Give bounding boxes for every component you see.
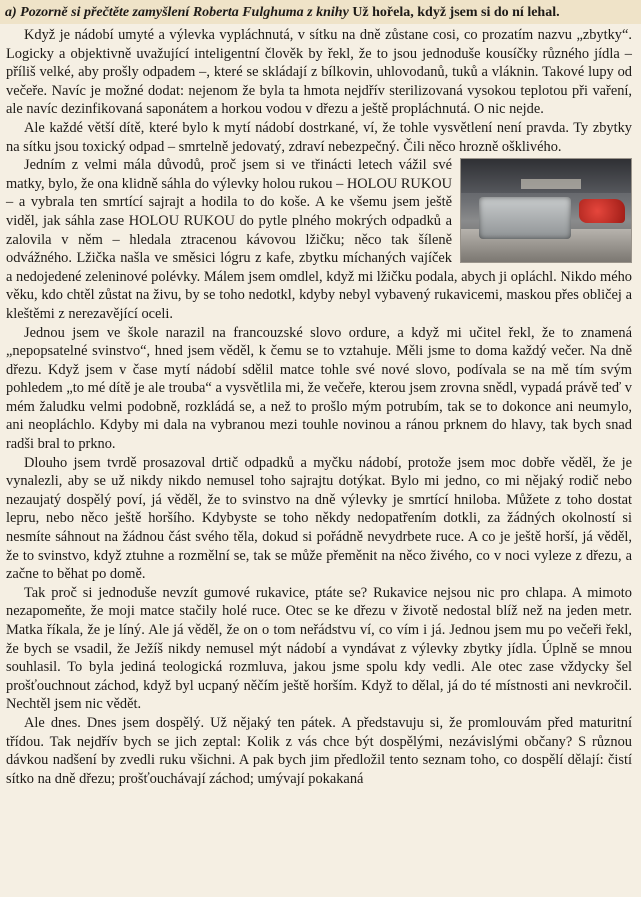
kitchen-sink-photo	[460, 158, 632, 263]
photo-red-object	[579, 199, 625, 223]
paragraph-6: Tak proč si jednoduše nevzít gumové rukavice, ptáte se? Rukavice nejsou nic pro chlapa. A mimoto nezapomeňte, že moji matce stačily holé ruce. Otec se ke dřezu v životě nedostal blíž než na jeden metr. Matka říkala, že je líný. Ale já věděl, že on o tom neřádstvu ví, co vím i já. Jednou jsem mu po večeři řekl, že bych se vsadil, že Ježíš nikdy nemusel mýt nádobí a vyndávat z výlevky zbytky jídla. Úplně se mnou souhlasil. To byla jediná teologická rozmluva, jakou jsme spolu kdy vedli. Ale otec zase vždycky šel prošťouchnout záchod, když byl ucpaný něčím ještě horším. Když to dělal, já do té místnosti ani nevkročil. Nechtěl jsem nic vědět.	[6, 584, 632, 713]
paragraph-1: Když je nádobí umyté a výlevka vypláchnutá, v sítku na dně zůstane cosi, co prozatím nazvu „zbytky“. Logicky a objektivně uvažující inteligentní člověk by řekl, že to jsou jednoduše kousíčky různého jídla – příliš velké, aby prošly odpadem –, které se skládají z bílkovin, uhlovodanů, tuků a vláknin. Takové lupy od večeře. Navíc je možné dodat: nejenom že byla ta hmota nejdřív sterilizovaná vysokou teplotou při vaření, ale navíc dezinfikovaná saponátem a horkou vodou v dřezu a ještě propláchnutá. O nic nejde.	[6, 27, 632, 118]
paragraph-7: Ale dnes. Dnes jsem dospělý. Už nějaký ten pátek. A představuju si, že promlouvám před maturitní třídou. Tak nejdřív bych se jich zeptal: Kolik z vás chce být dospělými, nezávislými občany? S různou dávkou nadšení by zvedli ruku všichni. A pak bych jim předložil tento seznam toho, co dospělí dělají: čistí sítko na dně dřezu; prošťouchávají záchod; umývají pokakaná	[6, 714, 632, 787]
paragraph-3: Jedním z velmi mála důvodů, proč jsem si ve třinácti letech vážil své matky, bylo, že ona klidně sáhla do výlevky holou rukou – HOLOU RUKOU – a vybrala ten smrtící sajrajt a hodila to do koše. A ke všemu jsem ještě viděl, jak sáhla zase HOLOU RUKOU do pytle plného mokrých odpadků a zalovila v něm – hledala ztracenou kávovou lžičku; něco tak šíleně odvážného. Lžička našla ve směsici lógru z kafe, zbytku míchaných vajíček a nedojedené zeleninové polévky. Málem jsem omdlel, když mi lžičku podala, abych ji opláchl. Nikdo mého věku, kdo chtěl zůstat na živu, by se toho nedotkl, kdyby nebyl vybavený rukavicemi, maskou přes obličej a kleštěmi z nerezavějící oceli.	[6, 157, 632, 322]
article-body	[6, 26, 632, 788]
paragraph-4: Jednou jsem ve škole narazil na francouzské slovo ordure, a když mi učitel řekl, že to znamená „nepopsatelné svinstvo“, hned jsem věděl, k čemu se to vztahuje. Měli jsme to doma každý večer. Na dně dřezu. Když jsem v čase mytí nádobí sdělil matce tohle své nové slovo, podívala se na mě tím svým pohledem „to mé dítě je ale trouba“ a vysvětlila mi, že večeře, kterou jsem zrovna snědl, vypadá právě teď v mém žaludku velmi podobně, rozkládá se, a než to prošlo mým potrubím, tak se to dokonce ani neumylo, ani neopláchlo. Kdyby mi dala na vybranou mezi touhle novinou a ránou prknem do hlavy, tak bych snad radši bral to prkno.	[6, 324, 632, 453]
photo-light	[521, 179, 581, 189]
exercise-label: a)	[5, 5, 17, 20]
exercise-heading	[0, 0, 641, 24]
paragraph-5: Dlouho jsem tvrdě prosazoval drtič odpadků a myčku nádobí, protože jsem moc dobře věděl, že je vynalezli, aby se už nikdy nikdo nemusel toho sajrajtu dotýkat. Bylo mi jedno, co mi nějaký rodič nebo nezaujatý dospělý poví, já věděl, že to svinstvo na dně výlevky je smrtící hniloba. Můžete z toho dostat lepru, nebo něco ještě horšího. Kdybyste se toho někdy nedopatřením dotkli, za žádných okolností si nesmíte sáhnout na žádnou část svého těla, dokud si pořádně nevydrbete ruce. A co je ještě horší, já věděl, že to svinstvo, když ztuhne a rozmělní se, tak se může přeměnit na něco živého, co v noci vyleze z dřezu, a začne to běhat po domě.	[6, 454, 632, 583]
photo-sink	[479, 197, 571, 239]
exercise-instruction: Pozorně si přečtěte zamyšlení Roberta Fulghuma z knihy	[20, 5, 349, 20]
book-title: Už hořela, když jsem si do ní lehal.	[352, 5, 560, 20]
paragraph-2: Ale každé větší dítě, které bylo k mytí nádobí dostrkané, ví, že tohle vysvětlení není pravda. Ty zbytky na sítku jsou toxický odpad – smrtelně jedovatý, zdraví nebezpečný. Čili něco hrozně ošklivého.	[6, 119, 632, 155]
